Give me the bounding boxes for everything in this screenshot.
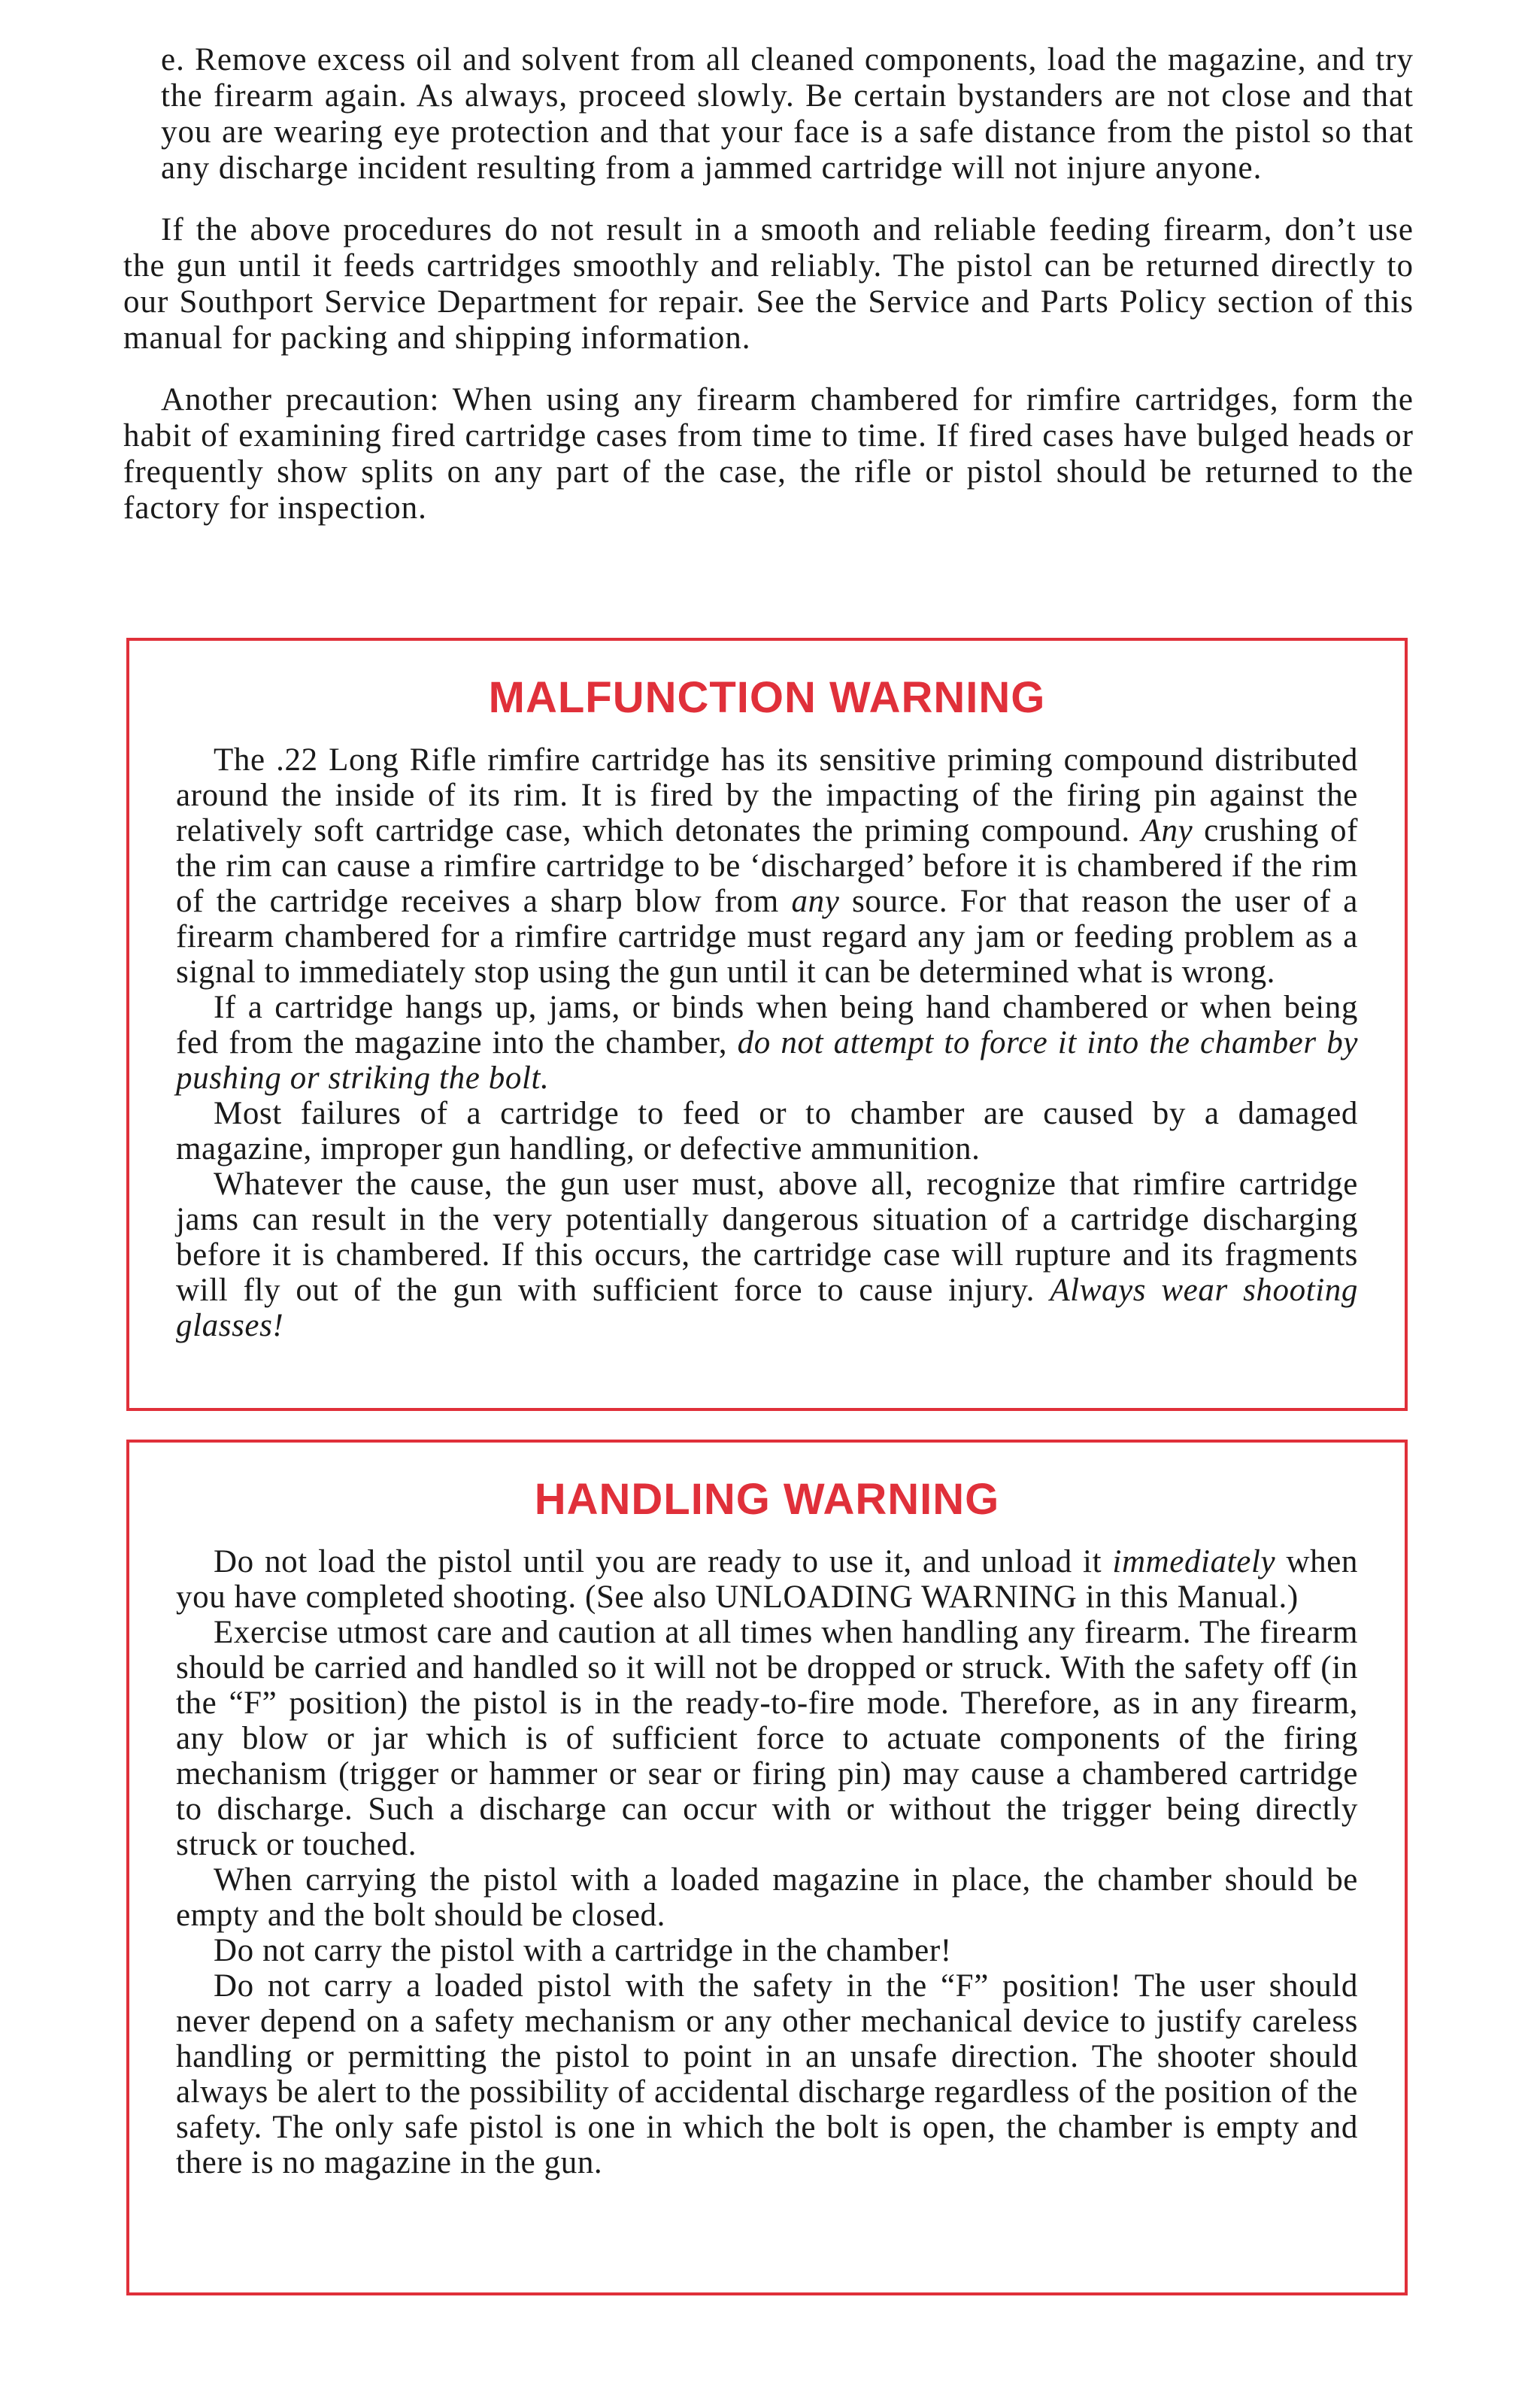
intro-section [123, 42, 1414, 552]
handling-p1-italic: immediately [1112, 1544, 1276, 1579]
malfunction-paragraph-1 [176, 742, 1358, 990]
handling-paragraph-1 [176, 1544, 1358, 1615]
handling-paragraph-5: Do not carry a loaded pistol with the safety in the “F” position! The user should never depend on a safety mechanism or any other mechanical device to justify careless handling or permitting the pistol to point in an unsafe direction. The shooter should always be alert to the possibility of accidental discharge regardless of the position of the safety. The only safe pistol is one in which the bolt is open, the chamber is empty and there is no magazine in the gun. [176, 1968, 1358, 2180]
handling-p1-text-b: when you have completed shooting. (See also UNLOADING WARNING in this Manual.) [176, 1544, 1358, 1615]
handling-warning-title: HANDLING WARNING [534, 1475, 1000, 1524]
malfunction-warning-box [126, 638, 1408, 1411]
malfunction-p1-any: Any [1141, 813, 1193, 848]
malfunction-paragraph-4 [176, 1167, 1358, 1343]
malfunction-p1-any2: any [791, 884, 840, 919]
handling-p1-text-a: Do not load the pistol until you are ready to use it, and unload it [214, 1544, 1113, 1579]
malfunction-p4-italic: Always wear shooting glasses! [176, 1273, 1358, 1343]
malfunction-p4-text: Whatever the cause, the gun user must, above all, recognize that rimfire cartridge jams can result in the very potentially dangerous situation of a cartridge discharging before it is chambered. If this occurs, the cartridge case will rupture and its fragments will fly out of the gun with sufficient force to cause injury. [176, 1167, 1358, 1308]
malfunction-p1-text-c: source. For that reason the user of a firearm chambered for a rimfire cartridge must regard any jam or feeding problem as a signal to immediately stop using the gun until it can be determined what is wrong. [176, 884, 1358, 990]
handling-warning-body [129, 1544, 1405, 2180]
malfunction-p2-text: If a cartridge hangs up, jams, or binds when being hand chambered or when being fed from the magazine into the chamber, [176, 990, 1358, 1060]
handling-paragraph-2: Exercise utmost care and caution at all times when handling any firearm. The firearm should be carried and handled so it will not be dropped or struck. With the safety off (in the “F” position) the pistol is in the ready-to-fire mode. Therefore, as in any firearm, any blow or jar which is of sufficient force to actuate components of the firing mechanism (trigger or hammer or sear or firing pin) may cause a chambered cartridge to discharge. Such a discharge can occur with or without the trigger being directly struck or touched. [176, 1615, 1358, 1862]
handling-paragraph-4: Do not carry the pistol with a cartridge in the chamber! [214, 1933, 952, 1968]
malfunction-p1-text-a: The .22 Long Rifle rimfire cartridge has its sensitive priming compound distributed around the inside of its rim. It is fired by the impacting of the firing pin against the relatively soft cartridge case, which detonates the priming compound. [176, 742, 1358, 848]
malfunction-paragraph-3: Most failures of a cartridge to feed or to chamber are caused by a damaged magazine, improper gun handling, or defective ammunition. [176, 1096, 1358, 1167]
handling-warning-box [126, 1440, 1408, 2295]
malfunction-warning-body [129, 742, 1405, 1343]
cleaning-step-e: e. Remove excess oil and solvent from all cleaned components, load the magazine, and try the firearm again. As always, proceed slowly. Be certain bystanders are not close and that you are wearing eye protection and that your face is a safe distance from the pistol so that any discharge incident resulting from a jammed cartridge will not injure anyone. [161, 42, 1414, 186]
malfunction-paragraph-2 [176, 990, 1358, 1096]
malfunction-p1-text-b: crushing of the rim can cause a rimfire cartridge to be ‘discharged’ before it is chambered if the rim of the cartridge receives a sharp blow from [176, 813, 1358, 919]
malfunction-warning-title: MALFUNCTION WARNING [488, 673, 1046, 722]
precaution-paragraph: Another precaution: When using any firearm chambered for rimfire cartridges, form the habit of examining fired cartridge cases from time to time. If fired cases have bulged heads or frequently show splits on any part of the case, the rifle or pistol should be returned to the factory for inspection. [123, 382, 1414, 526]
malfunction-p2-italic: do not attempt to force it into the chamber by pushing or striking the bolt. [176, 1025, 1358, 1096]
handling-paragraph-3: When carrying the pistol with a loaded magazine in place, the chamber should be empty and the bolt should be closed. [176, 1862, 1358, 1933]
feeding-paragraph: If the above procedures do not result in a smooth and reliable feeding firearm, don’t use the gun until it feeds cartridges smoothly and reliably. The pistol can be returned directly to our Southport Service Department for repair. See the Service and Parts Policy section of this manual for packing and shipping information. [123, 212, 1414, 356]
